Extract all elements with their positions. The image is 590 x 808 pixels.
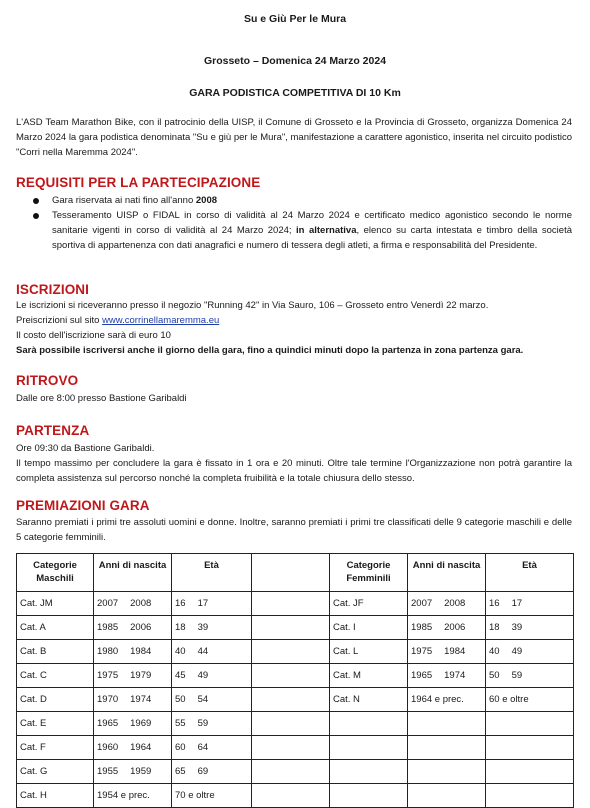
cell-male-age: 70 e oltre [172,784,252,808]
cell-female-age [486,592,574,616]
requisiti-list [16,193,572,253]
cell-value: 2008 [130,598,152,609]
cell-value: 49 [511,646,523,657]
cell-value: 1965 [411,670,433,681]
cell-female-birth-years [408,712,486,736]
cell-female-category: Cat. N [330,688,408,712]
cell-value: 50 [175,694,186,705]
cell-female-birth-years [408,664,486,688]
table-row [17,688,574,712]
partenza-time: Ore 09:30 da Bastione Garibaldi. [16,443,155,454]
cell-value: 1985 [411,622,433,633]
cell-spacer [252,664,330,688]
cell-male-age [172,592,252,616]
cell-value: 1970 [97,694,119,705]
cell-female-category: Cat. M [330,664,408,688]
cell-male-age [172,640,252,664]
bullet-icon [33,213,39,219]
cell-value: 2007 [97,598,119,609]
cell-male-category: Cat. F [17,736,94,760]
cell-value: 1975 [97,670,119,681]
cell-male-category: Cat. A [17,616,94,640]
cell-male-age [172,760,252,784]
cell-value: 54 [197,694,209,705]
header-age: Età [172,554,252,592]
cell-value: 1980 [97,646,119,657]
cell-value: 1984 [130,646,152,657]
cell-value: 1985 [97,622,119,633]
iscrizioni-cost: Il costo dell'iscrizione sarà di euro 10 [16,330,171,341]
cell-female-age [486,664,574,688]
premiazioni-text: Saranno premiati i primi tre assoluti uomini e donne. Inoltre, saranno premiati i primi tre classificati delle 9 categorie maschili e delle 5 categorie femminili. [16,517,572,543]
cell-value: 1960 [97,742,119,753]
cell-value: 2006 [444,622,466,633]
partenza-heading: PARTENZA [16,423,90,438]
cell-male-age [172,712,252,736]
cell-male-age [172,616,252,640]
requisito-year: 2008 [195,195,218,206]
race-type: GARA PODISTICA COMPETITIVA DI 10 Km [189,87,401,99]
header-birth-years: Anni di nascita [408,554,486,592]
cell-female-birth-years [408,592,486,616]
cell-value: 60 [175,742,186,753]
cell-value: 55 [175,718,186,729]
intro-paragraph: L'ASD Team Marathon Bike, con il patrocinio della UISP, il Comune di Grosseto e la Provincia di Grosseto, organizza Domenica 24 Marzo 2024 la gara podistica denominata "Su e giù per le Mura", manifestazione a carattere agonistico, inserita nel circuito podistico "Corri nella Maremma 2024". [16,117,572,158]
cell-female-birth-years [408,736,486,760]
cell-value: 40 [175,646,186,657]
cell-male-birth-years [94,640,172,664]
cell-value: 49 [197,670,209,681]
table-row [17,760,574,784]
cell-male-birth-years: 1954 e prec. [94,784,172,808]
list-item [16,193,572,208]
cell-male-category: Cat. H [17,784,94,808]
iscrizioni-heading: ISCRIZIONI [16,282,90,297]
table-row [17,736,574,760]
cell-value: 39 [511,622,523,633]
cell-spacer [252,688,330,712]
cell-value: 18 [489,622,500,633]
cell-male-birth-years [94,616,172,640]
cell-spacer [252,760,330,784]
cell-value: 45 [175,670,186,681]
cell-spacer [252,712,330,736]
document-title: Su e Giù Per le Mura [243,13,347,25]
cell-value: 2006 [130,622,152,633]
header-female-category: Categorie Femminili [330,554,408,592]
cell-spacer [252,592,330,616]
cell-female-category [330,760,408,784]
cell-male-age [172,688,252,712]
cell-male-age [172,736,252,760]
cell-female-age [486,616,574,640]
cell-value: 16 [489,598,500,609]
cell-male-category: Cat. D [17,688,94,712]
cell-male-age [172,664,252,688]
cell-value: 1965 [97,718,119,729]
header-male-category: Categorie Maschili [17,554,94,592]
cell-value: 44 [197,646,209,657]
table-row [17,664,574,688]
cell-value: 1974 [444,670,466,681]
cell-female-category [330,712,408,736]
cell-male-category: Cat. C [17,664,94,688]
cell-male-birth-years [94,664,172,688]
cell-spacer [252,784,330,808]
categories-table [16,553,574,808]
ritrovo-heading: RITROVO [16,373,79,388]
cell-male-birth-years [94,736,172,760]
ritrovo-text: Dalle ore 8:00 presso Bastione Garibaldi [16,393,187,404]
cell-female-birth-years [408,640,486,664]
cell-male-birth-years [94,712,172,736]
table-header-row [17,554,574,592]
cell-value: 17 [197,598,209,609]
table-row [17,712,574,736]
website-link[interactable]: www.corrinellamaremma.eu [102,315,220,326]
cell-value: 69 [197,766,209,777]
iscrizioni-same-day: Sarà possibile iscriversi anche il giorno della gara, fino a quindici minuti dopo la partenza in zona partenza gara. [16,345,524,356]
requisito-text-cont: , elenco su carta intestata e timbro della società sportiva di appartenenza con dati anagrafici e numero di tessera degli atleti, a firma e responsabilità del Presidente. [52,225,572,251]
list-item [16,208,572,253]
requisito-text: Tesseramento UISP o FIDAL in corso di validità al 24 Marzo 2024 e certificato medico agonistico secondo le norme sanitarie vigenti in corso di validità al 24 Marzo 2024; [52,210,572,236]
cell-value: 40 [489,646,500,657]
cell-female-age [486,760,574,784]
cell-female-age [486,784,574,808]
cell-female-age [486,640,574,664]
cell-female-birth-years [408,760,486,784]
cell-female-age [486,736,574,760]
table-row [17,784,574,808]
event-dateline: Grosseto – Domenica 24 Marzo 2024 [203,55,387,67]
cell-spacer [252,736,330,760]
cell-male-category: Cat. E [17,712,94,736]
table-row [17,616,574,640]
cell-female-birth-years: 1964 e prec. [408,688,486,712]
cell-value: 1979 [130,670,152,681]
iscrizioni-block [16,298,572,358]
cell-value: 1964 [130,742,152,753]
partenza-rules: Il tempo massimo per concludere la gara è fissato in 1 ora e 20 minuti. Oltre tale termine l'Organizzazione non potrà garantire la completa assistenza sul percorso nonché la completa fruibilità e la totale chiusura dello stesso. [16,458,572,484]
requisito-text: Gara riservata ai nati fino all'anno [52,195,196,206]
cell-value: 1974 [130,694,152,705]
iscrizioni-location: Le iscrizioni si riceveranno presso il negozio "Running 42" in Via Sauro, 106 – Grosseto entro Venerdì 22 marzo. [16,300,489,311]
cell-value: 1955 [97,766,119,777]
cell-value: 17 [511,598,523,609]
bullet-icon [33,198,39,204]
cell-spacer [252,640,330,664]
cell-male-category: Cat. G [17,760,94,784]
requisiti-heading: REQUISITI PER LA PARTECIPAZIONE [16,175,261,190]
table-row [17,592,574,616]
cell-value: 59 [197,718,209,729]
cell-female-category: Cat. L [330,640,408,664]
cell-female-birth-years [408,616,486,640]
cell-value: 2007 [411,598,433,609]
cell-value: 2008 [444,598,466,609]
requisito-alternativa: in alternativa [296,225,357,236]
cell-value: 18 [175,622,186,633]
cell-value: 65 [175,766,186,777]
cell-value: 1984 [444,646,466,657]
cell-value: 1969 [130,718,152,729]
cell-female-age: 60 e oltre [486,688,574,712]
cell-value: 39 [197,622,209,633]
cell-female-birth-years [408,784,486,808]
cell-male-category: Cat. JM [17,592,94,616]
cell-value: 1975 [411,646,433,657]
cell-male-birth-years [94,592,172,616]
header-spacer [252,554,330,592]
cell-female-category [330,736,408,760]
cell-female-category: Cat. JF [330,592,408,616]
preiscrizioni-label: Preiscrizioni sul sito [16,315,103,326]
cell-male-category: Cat. B [17,640,94,664]
cell-value: 50 [489,670,500,681]
cell-female-category [330,784,408,808]
cell-male-birth-years [94,760,172,784]
premiazioni-heading: PREMIAZIONI GARA [16,498,150,513]
partenza-block [16,441,572,486]
cell-value: 16 [175,598,186,609]
cell-male-birth-years [94,688,172,712]
header-age: Età [486,554,574,592]
cell-female-category: Cat. I [330,616,408,640]
iscrizioni-preiscrizioni [16,313,572,328]
table-row [17,640,574,664]
header-birth-years: Anni di nascita [94,554,172,592]
cell-value: 59 [511,670,523,681]
cell-spacer [252,616,330,640]
cell-value: 1959 [130,766,152,777]
cell-value: 64 [197,742,209,753]
cell-female-age [486,712,574,736]
